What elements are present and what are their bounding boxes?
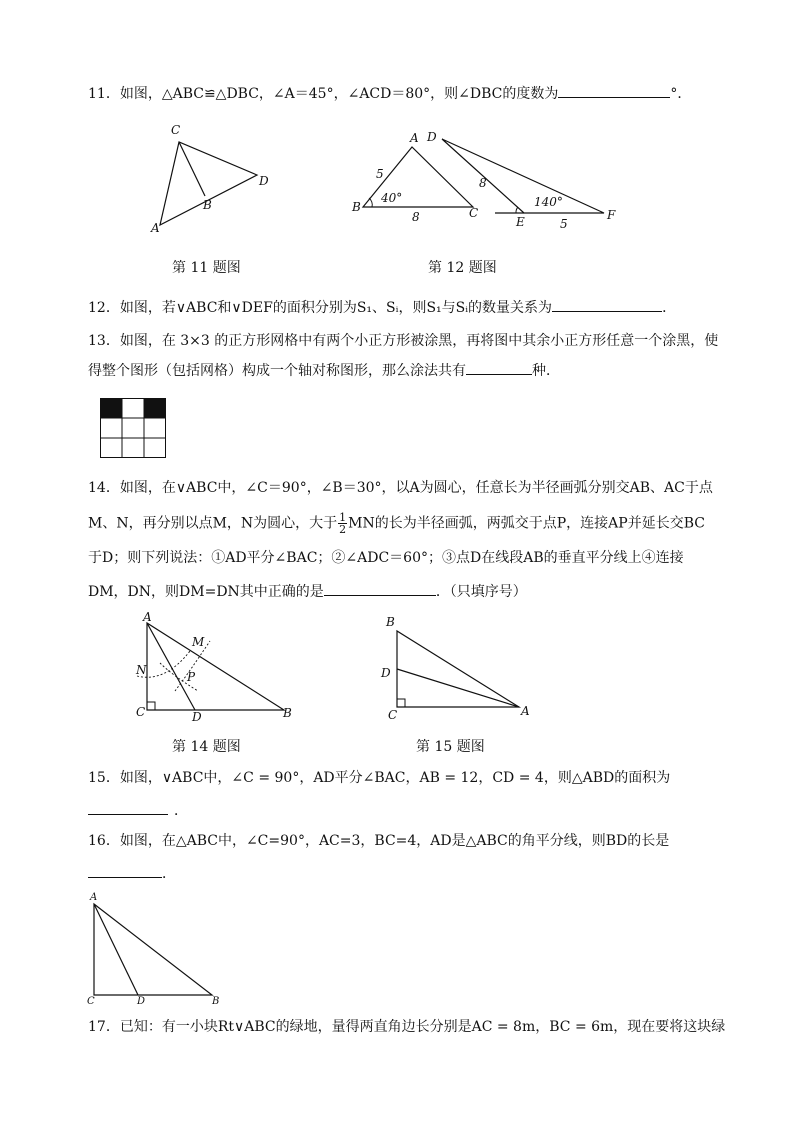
q13-text-end: 种． bbox=[532, 363, 560, 379]
q12-angle-e-arc bbox=[516, 207, 518, 213]
q15-label-a: A bbox=[521, 704, 530, 718]
q16-figure bbox=[82, 890, 232, 1010]
q14-text-a: M、N，再分别以点M，N为圆心，大于 bbox=[88, 515, 338, 532]
q16-label-c: C bbox=[87, 996, 95, 1007]
q16-triangle bbox=[94, 904, 212, 995]
question-13-line-1: 13．如图，在 3×3 的正方形网格中有两个小正方形被涂黑，再将图中其余小正方形任意一个涂黑，使 bbox=[88, 333, 719, 349]
q14-label-m: M bbox=[192, 635, 205, 649]
q12-label-a: A bbox=[410, 131, 419, 145]
q16-label-d: D bbox=[137, 996, 146, 1007]
q14-triangle bbox=[147, 623, 284, 710]
q12-triangle-def bbox=[442, 139, 604, 213]
q14-label-c: C bbox=[136, 705, 146, 719]
q11-label-a: A bbox=[151, 221, 160, 235]
q14-label-b: B bbox=[283, 706, 292, 720]
q15-right-angle-mark bbox=[397, 699, 405, 707]
q15-caption: 第 15 题图 bbox=[416, 739, 485, 755]
q11-caption: 第 11 题图 bbox=[172, 260, 241, 276]
q14-text-c: DM，DN，则DM=DN其中正确的是 bbox=[88, 584, 324, 600]
q12-text: 12．如图，若∨ABC和∨DEF的面积分别为S₁、Sᵢ，则S₁与Sᵢ的数量关系为 bbox=[88, 300, 553, 316]
q11-segment-cb bbox=[179, 142, 205, 196]
q16-text-end: ． bbox=[162, 866, 176, 882]
question-13-line-2 bbox=[88, 360, 728, 381]
question-15-line-2 bbox=[88, 800, 728, 821]
q12-figure bbox=[345, 125, 635, 235]
question-16-line-1: 16．如图，在△ABC中，∠C=90°，AC=3，BC=4，AD是△ABC的角平分线，则BD的长是 bbox=[88, 833, 670, 849]
q14-label-n: N bbox=[136, 663, 147, 677]
question-14-line-1: 14．如图，在∨ABC中，∠C＝90°，∠B＝30°，以A为圆心，任意长为半径画弧分别交AB、AC于点 bbox=[88, 480, 713, 496]
q14-caption: 第 14 题图 bbox=[172, 739, 241, 755]
q12-angle-e: 140° bbox=[534, 195, 563, 209]
q13-answer-blank[interactable] bbox=[466, 360, 532, 375]
q15-triangle bbox=[397, 631, 519, 707]
q14-answer-blank[interactable] bbox=[324, 581, 436, 596]
q11-label-b: B bbox=[203, 198, 212, 212]
q12-length-ef: 5 bbox=[560, 217, 568, 231]
q14-bisector-ad bbox=[147, 623, 195, 710]
question-14-line-2 bbox=[88, 512, 728, 535]
q11-text: 11．如图，△ABC≌△DBC，∠A＝45°，∠ACD＝80°，则∠DBC的度数为 bbox=[88, 86, 559, 102]
q15-label-b: B bbox=[386, 615, 395, 629]
q15-text-end: ． bbox=[174, 803, 188, 819]
q15-label-c: C bbox=[388, 708, 398, 722]
q16-label-a: A bbox=[90, 892, 98, 903]
q12-answer-blank[interactable] bbox=[552, 297, 662, 312]
q15-bisector-ad bbox=[397, 669, 519, 707]
q12-length-de: 8 bbox=[479, 176, 487, 190]
question-16-line-2 bbox=[88, 863, 728, 884]
q13-text: 得整个图形（包括网格）构成一个轴对称图形，那么涂法共有 bbox=[88, 363, 466, 379]
q12-label-f: F bbox=[607, 208, 616, 222]
q14-fraction bbox=[338, 512, 347, 535]
question-17-line-1: 17．已知：有一小块Rt∨ABC的绿地，量得两直角边长分别是AC = 8m，BC = 6m，现在要将这块绿 bbox=[88, 1019, 726, 1035]
q11-answer-blank[interactable] bbox=[558, 83, 670, 98]
q16-bisector-ad bbox=[94, 904, 138, 995]
q12-text-end: ． bbox=[662, 300, 677, 316]
q14-fraction-denominator: 2 bbox=[339, 523, 347, 536]
q14-right-angle-mark bbox=[147, 702, 155, 710]
q11-label-c: C bbox=[171, 123, 181, 137]
q11-triangle-outline bbox=[160, 142, 257, 225]
q15-answer-blank[interactable] bbox=[88, 800, 168, 815]
q14-figure bbox=[130, 610, 300, 724]
q12-label-d: D bbox=[427, 130, 437, 144]
q15-label-d: D bbox=[381, 666, 391, 680]
q16-answer-blank[interactable] bbox=[88, 863, 162, 878]
question-14-line-3: 于D；则下列说法：①AD平分∠BAC；②∠ADC＝60°；③点D在线段AB的垂直平分线上④连接 bbox=[88, 550, 684, 566]
q15-figure bbox=[378, 613, 538, 725]
q13-black-cell-left bbox=[100, 398, 122, 418]
q12-length-ab: 5 bbox=[376, 167, 384, 181]
question-11 bbox=[88, 83, 728, 104]
q12-label-e: E bbox=[516, 215, 525, 229]
q14-text-d: ．（只填序号） bbox=[435, 584, 527, 600]
q13-black-cell-right bbox=[144, 398, 166, 418]
q12-angle-b: 40° bbox=[381, 191, 403, 205]
q12-length-bc: 8 bbox=[412, 210, 420, 224]
q16-label-b: B bbox=[212, 996, 220, 1007]
q14-label-p: P bbox=[187, 670, 196, 684]
q14-label-d: D bbox=[192, 710, 202, 724]
question-12 bbox=[88, 297, 728, 318]
q11-label-d: D bbox=[259, 174, 269, 188]
q11-figure bbox=[145, 120, 275, 235]
q14-text-b: MN的长为半径画弧，两弧交于点P，连接AP并延长交BC bbox=[348, 515, 705, 532]
q12-caption: 第 12 题图 bbox=[428, 260, 497, 276]
q11-text-end: °． bbox=[670, 86, 692, 102]
question-15-line-1: 15．如图，∨ABC中，∠C = 90°，AD平分∠BAC，AB = 12，CD = 4，则△ABD的面积为 bbox=[88, 770, 671, 786]
question-14-line-4 bbox=[88, 581, 728, 602]
q12-label-c: C bbox=[469, 206, 479, 220]
q13-grid-figure bbox=[100, 398, 166, 458]
q14-label-a: A bbox=[143, 610, 152, 624]
q14-fraction-numerator: 1 bbox=[339, 511, 347, 524]
q12-label-b: B bbox=[352, 200, 361, 214]
